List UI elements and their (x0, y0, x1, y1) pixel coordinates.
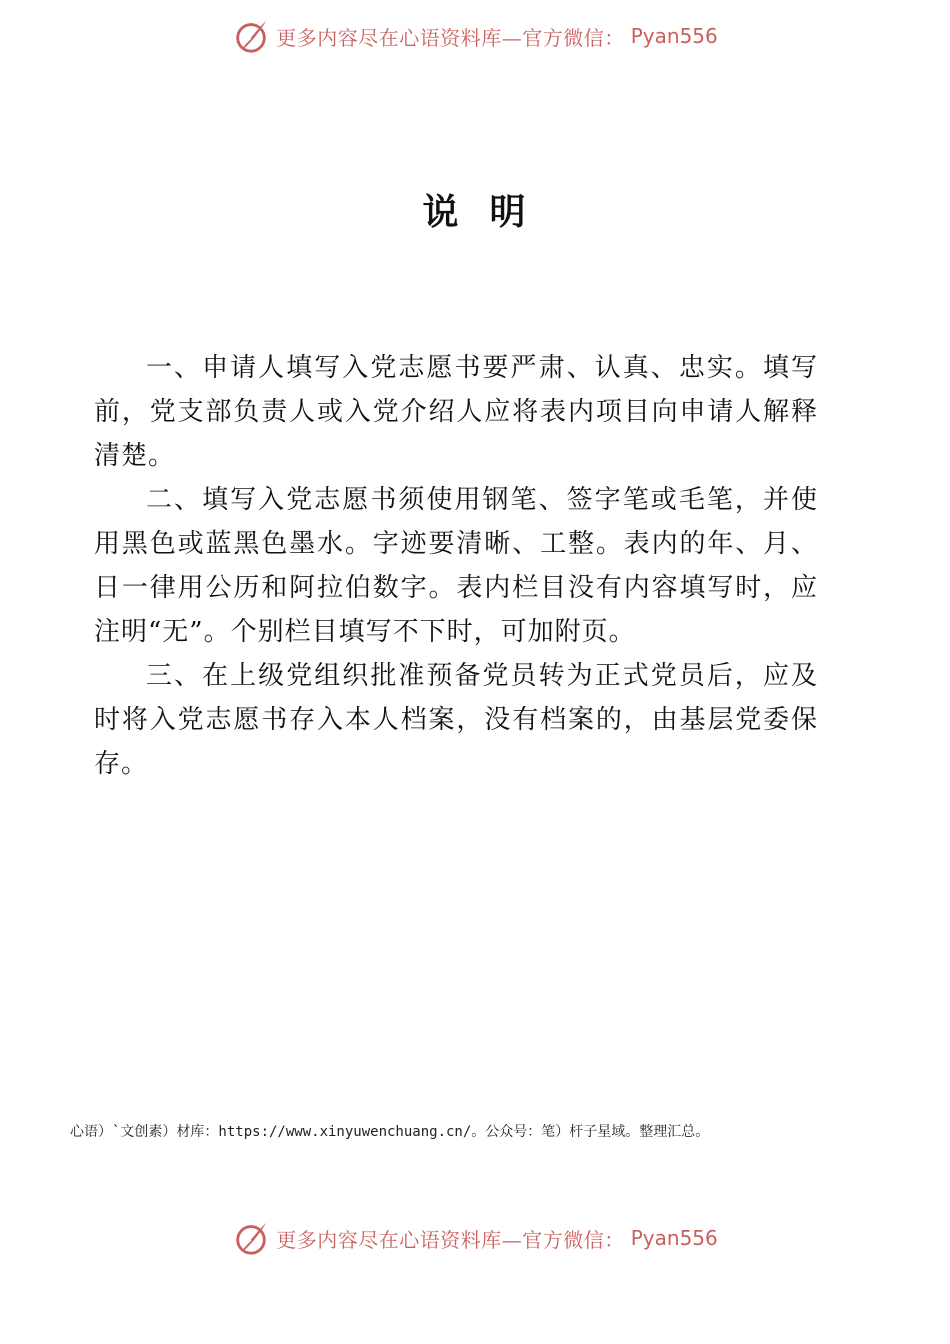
banner-text: 更多内容尽在心语资料库—官方微信： (276, 1227, 625, 1252)
footer-watermark-banner (0, 1216, 950, 1260)
page-title: 说 明 (422, 192, 528, 233)
banner-text: 更多内容尽在心语资料库—官方微信： (276, 25, 625, 50)
quill-logo-icon (232, 17, 270, 55)
instruction-paragraph-3: 三、在上级党组织批准预备党员转为正式党员后，应及时将入党志愿书存入本人档案，没有档案的，由基层党委保存。 (94, 661, 818, 779)
source-footer-note: 心语）`文创素）材库：https://www.xinyuwenchuang.cn/。公众号：笔）杆子星域。整理汇总。 (70, 1124, 710, 1140)
quill-logo-icon (232, 1219, 270, 1257)
banner-wechat-id: Pyan556 (630, 1226, 718, 1250)
instruction-paragraph-2: 二、填写入党志愿书须使用钢笔、签字笔或毛笔，并使用黑色或蓝黑色墨水。字迹要清晰、工整。表内的年、月、日一律用公历和阿拉伯数字。表内栏目没有内容填写时，应注明“无”。个别栏目填写不下时，可加附页。 (94, 485, 818, 647)
header-watermark-banner (0, 14, 950, 58)
banner-wechat-id: Pyan556 (630, 24, 718, 48)
instructions-body (94, 346, 818, 786)
instruction-paragraph-1: 一、申请人填写入党志愿书要严肃、认真、忠实。填写前，党支部负责人或入党介绍人应将表内项目向申请人解释清楚。 (94, 353, 818, 471)
